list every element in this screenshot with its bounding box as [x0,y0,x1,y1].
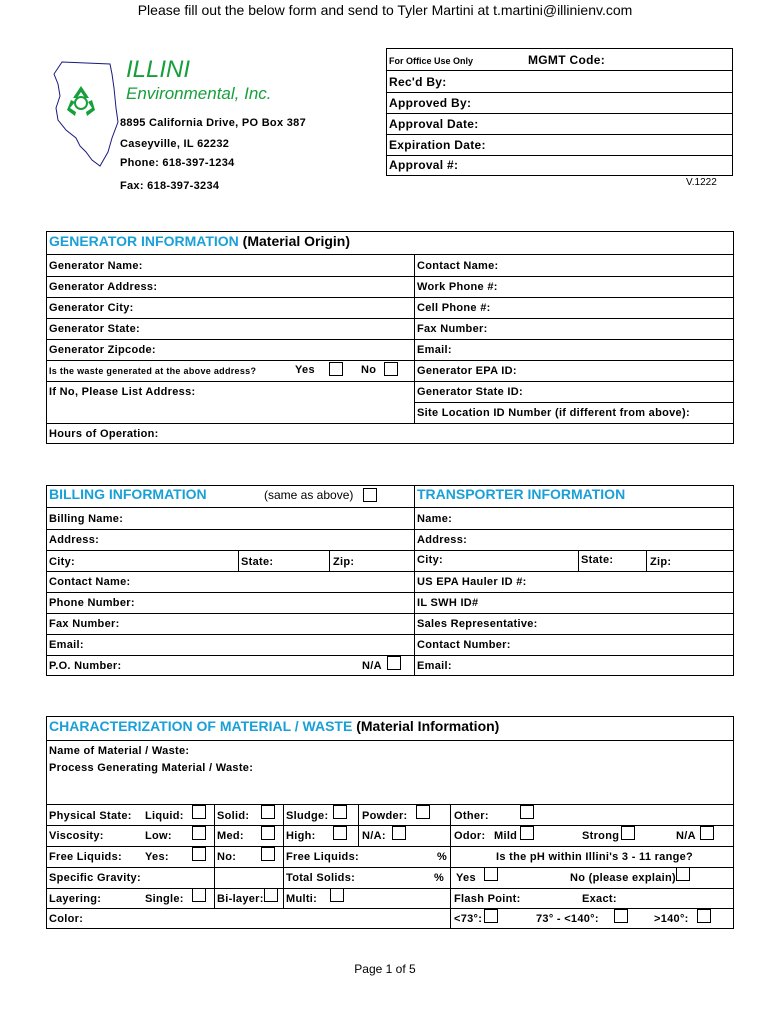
free-liquids-yes-checkbox[interactable] [192,847,206,861]
ph-yes-label: Yes [456,872,476,884]
generator-email-field[interactable]: Email: [417,344,452,356]
multi-label: Multi: [286,893,318,905]
transporter-name-field[interactable]: Name: [417,513,453,525]
viscosity-na-checkbox[interactable] [392,826,406,840]
cell-phone-field[interactable]: Cell Phone #: [417,302,491,314]
billing-state-field[interactable]: State: [241,556,274,568]
approval-date-field[interactable]: Approval Date: [389,117,479,131]
mgmt-code-field[interactable]: MGMT Code: [528,53,605,67]
generator-address-field[interactable]: Generator Address: [49,281,158,293]
same-address-question: Is the waste generated at the above address? [49,366,257,376]
contact-name-field[interactable]: Contact Name: [417,260,499,272]
billing-same-checkbox[interactable] [363,488,377,502]
transporter-state-field[interactable]: State: [581,554,614,566]
approval-number-field[interactable]: Approval #: [389,158,459,172]
process-generating-field[interactable]: Process Generating Material / Waste: [49,762,254,774]
billing-address-field[interactable]: Address: [49,534,100,546]
company-city: Caseyville, IL 62232 [120,138,230,150]
billing-transporter-section [46,485,734,676]
site-location-id-field[interactable]: Site Location ID Number (if different from above): [417,407,690,419]
transporter-city-field[interactable]: City: [417,554,443,566]
high-label: High: [286,830,316,842]
solid-label: Solid: [217,810,250,822]
billing-name-field[interactable]: Billing Name: [49,513,124,525]
other-checkbox[interactable] [520,805,534,819]
liquid-label: Liquid: [145,810,184,822]
form-version: V.1222 [686,177,717,188]
flash-point-label: Flash Point: [454,893,521,905]
generator-city-field[interactable]: Generator City: [49,302,134,314]
ph-question: Is the pH within Illini's 3 - 11 range? [496,851,694,863]
list-address-field[interactable]: If No, Please List Address: [49,386,196,398]
generator-name-field[interactable]: Generator Name: [49,260,143,272]
flash-gt140-label: >140°: [654,913,689,925]
odor-na-checkbox[interactable] [700,826,714,840]
company-name-line2: Environmental, Inc. [126,84,272,103]
odor-strong-label: Strong [582,830,620,842]
free-liquids-pct-field[interactable]: Free Liquids: [286,851,359,863]
flash-mid-label: 73° - <140°: [536,913,599,925]
odor-label: Odor: [454,830,486,842]
free-liquids-pct-sign: % [437,851,448,863]
sludge-label: Sludge: [286,810,329,822]
free-liquids-no-checkbox[interactable] [261,847,275,861]
other-label: Other: [454,810,489,822]
flash-lt73-checkbox[interactable] [484,909,498,923]
po-number-field[interactable]: P.O. Number: [49,660,122,672]
transporter-email-field[interactable]: Email: [417,660,452,672]
billing-contact-field[interactable]: Contact Name: [49,576,131,588]
generator-title: GENERATOR INFORMATION (Material Origin) [49,233,351,249]
office-use-box [386,48,733,176]
powder-checkbox[interactable] [416,805,430,819]
single-label: Single: [145,893,184,905]
po-na-label: N/A [362,660,382,672]
multi-checkbox[interactable] [330,888,344,902]
free-liquids-yes-label: Yes: [145,851,169,863]
recd-by-field[interactable]: Rec'd By: [389,75,447,89]
odor-na-label: N/A [676,830,696,842]
billing-fax-field[interactable]: Fax Number: [49,618,120,630]
same-address-yes-checkbox[interactable] [329,362,343,376]
billing-same-label: (same as above) [264,488,354,502]
viscosity-label: Viscosity: [49,830,104,842]
generator-zip-field[interactable]: Generator Zipcode: [49,344,156,356]
company-address: 8895 California Drive, PO Box 387 [120,117,306,129]
transporter-zip-field[interactable]: Zip: [650,556,672,568]
generator-epa-id-field[interactable]: Generator EPA ID: [417,365,517,377]
generator-fax-field[interactable]: Fax Number: [417,323,488,335]
physical-state-label: Physical State: [49,810,132,822]
viscosity-na-label: N/A: [362,830,386,842]
total-solids-pct-sign: % [434,872,445,884]
solid-checkbox[interactable] [261,805,275,819]
same-address-yes-label: Yes [295,364,315,376]
approved-by-field[interactable]: Approved By: [389,96,472,110]
transporter-title: TRANSPORTER INFORMATION [417,486,626,502]
flash-gt140-checkbox[interactable] [697,909,711,923]
po-na-checkbox[interactable] [387,656,401,670]
odor-strong-checkbox[interactable] [621,826,635,840]
billing-title: BILLING INFORMATION [49,486,207,502]
sludge-checkbox[interactable] [333,805,347,819]
powder-label: Powder: [362,810,408,822]
transporter-address-field[interactable]: Address: [417,534,468,546]
odor-mild-checkbox[interactable] [520,826,534,840]
bilayer-label: Bi-layer: [217,893,264,905]
billing-email-field[interactable]: Email: [49,639,84,651]
same-address-no-checkbox[interactable] [384,362,398,376]
top-instruction: Please fill out the below form and send to Tyler Martini at t.martini@illinienv.com [137,2,633,18]
generator-state-field[interactable]: Generator State: [49,323,140,335]
billing-city-field[interactable]: City: [49,556,75,568]
med-label: Med: [217,830,244,842]
ph-no-label: No (please explain) [570,872,676,884]
ph-no-checkbox[interactable] [676,867,690,881]
flash-lt73-label: <73°: [454,913,483,925]
single-checkbox[interactable] [192,888,206,902]
free-liquids-label: Free Liquids: [49,851,122,863]
billing-phone-field[interactable]: Phone Number: [49,597,135,609]
free-liquids-no-label: No: [217,851,237,863]
sales-rep-field[interactable]: Sales Representative: [417,618,538,630]
characterization-title: CHARACTERIZATION OF MATERIAL / WASTE (Material Information) [49,718,500,734]
flash-exact-field[interactable]: Exact: [582,893,617,905]
billing-zip-field[interactable]: Zip: [333,556,355,568]
transporter-contact-field[interactable]: Contact Number: [417,639,511,651]
work-phone-field[interactable]: Work Phone #: [417,281,498,293]
color-field[interactable]: Color: [49,913,84,925]
ph-yes-checkbox[interactable] [484,867,498,881]
epa-hauler-id-field[interactable]: US EPA Hauler ID #: [417,576,527,588]
company-name-line1: ILLINI [126,56,191,83]
company-fax: Fax: 618-397-3234 [120,180,220,192]
recycle-icon [64,84,98,123]
office-use-label: For Office Use Only [389,56,474,66]
bilayer-checkbox[interactable] [264,888,278,902]
generator-state-id-field[interactable]: Generator State ID: [417,386,523,398]
hours-of-operation-field[interactable]: Hours of Operation: [49,428,159,440]
company-phone: Phone: 618-397-1234 [120,157,235,169]
page-number: Page 1 of 5 [354,962,416,976]
specific-gravity-field[interactable]: Specific Gravity: [49,872,141,884]
expiration-date-field[interactable]: Expiration Date: [389,138,486,152]
high-checkbox[interactable] [333,826,347,840]
low-label: Low: [145,830,172,842]
low-checkbox[interactable] [192,826,206,840]
material-name-field[interactable]: Name of Material / Waste: [49,745,190,757]
layering-label: Layering: [49,893,102,905]
total-solids-field[interactable]: Total Solids: [286,872,356,884]
med-checkbox[interactable] [261,826,275,840]
flash-mid-checkbox[interactable] [614,909,628,923]
odor-mild-label: Mild [494,830,518,842]
il-swh-id-field[interactable]: IL SWH ID# [417,597,479,609]
same-address-no-label: No [361,364,377,376]
liquid-checkbox[interactable] [192,805,206,819]
